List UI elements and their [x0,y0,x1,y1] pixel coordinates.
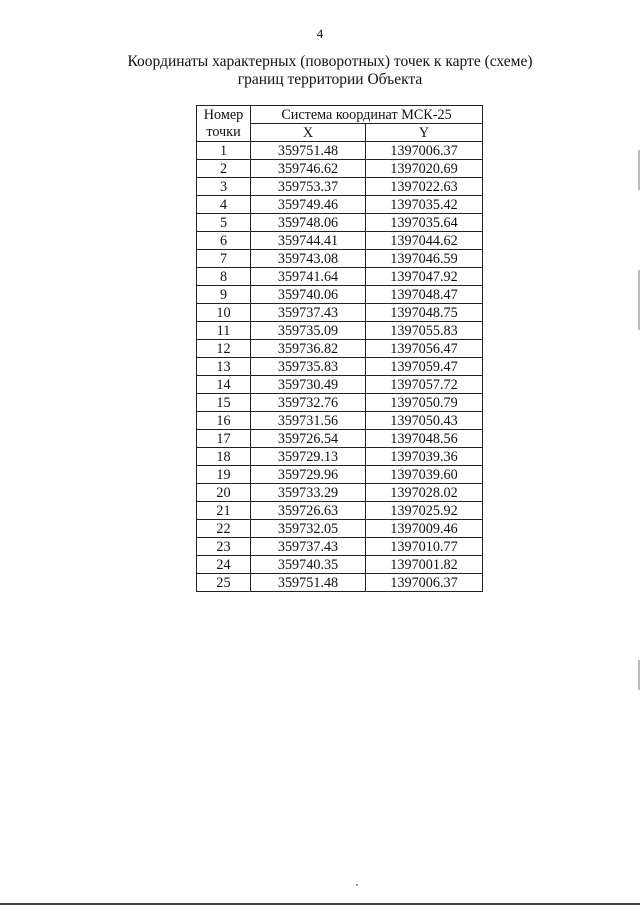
y-coordinate-cell: 1397035.42 [366,196,483,214]
x-coordinate-cell: 359735.09 [251,322,366,340]
table-row [197,304,483,322]
header-x: X [251,124,366,142]
y-coordinate-cell: 1397035.64 [366,214,483,232]
y-coordinate-cell: 1397006.37 [366,142,483,160]
y-coordinate-cell: 1397057.72 [366,376,483,394]
x-coordinate-cell: 359751.48 [251,142,366,160]
x-coordinate-cell: 359749.46 [251,196,366,214]
y-coordinate-cell: 1397022.63 [366,178,483,196]
table-row [197,358,483,376]
point-number-cell: 13 [197,358,251,376]
point-number-cell: 17 [197,430,251,448]
table-row [197,322,483,340]
point-number-cell: 23 [197,538,251,556]
page-number: 4 [316,26,324,41]
point-number-cell: 18 [197,448,251,466]
table-row [197,250,483,268]
table-row [197,268,483,286]
x-coordinate-cell: 359726.54 [251,430,366,448]
point-number-cell: 3 [197,178,251,196]
x-coordinate-cell: 359737.43 [251,304,366,322]
table-row [197,430,483,448]
table-header [197,106,483,142]
x-coordinate-cell: 359740.06 [251,286,366,304]
title-line-2: границ территории Объекта [237,71,423,88]
x-coordinate-cell: 359741.64 [251,268,366,286]
x-coordinate-cell: 359732.05 [251,520,366,538]
table-row [197,232,483,250]
table-row [197,376,483,394]
point-number-cell: 15 [197,394,251,412]
table-row [197,520,483,538]
x-coordinate-cell: 359736.82 [251,340,366,358]
point-number-cell: 9 [197,286,251,304]
x-coordinate-cell: 359748.06 [251,214,366,232]
x-coordinate-cell: 359751.48 [251,574,366,592]
point-number-cell: 10 [197,304,251,322]
y-coordinate-cell: 1397050.43 [366,412,483,430]
x-coordinate-cell: 359726.63 [251,502,366,520]
point-number-cell: 5 [197,214,251,232]
point-number-cell: 14 [197,376,251,394]
table-row [197,214,483,232]
point-number-cell: 24 [197,556,251,574]
x-coordinate-cell: 359753.37 [251,178,366,196]
table-row [197,484,483,502]
header-y: Y [366,124,483,142]
header-number-bottom: точки [197,124,251,142]
y-coordinate-cell: 1397055.83 [366,322,483,340]
x-coordinate-cell: 359731.56 [251,412,366,430]
table-row [197,556,483,574]
scan-speck [356,884,358,886]
y-coordinate-cell: 1397056.47 [366,340,483,358]
coordinates-table [196,105,483,592]
y-coordinate-cell: 1397020.69 [366,160,483,178]
table-row [197,574,483,592]
table-row [197,466,483,484]
y-coordinate-cell: 1397050.79 [366,394,483,412]
y-coordinate-cell: 1397006.37 [366,574,483,592]
point-number-cell: 20 [197,484,251,502]
point-number-cell: 6 [197,232,251,250]
x-coordinate-cell: 359735.83 [251,358,366,376]
point-number-cell: 1 [197,142,251,160]
table-row [197,178,483,196]
point-number-cell: 19 [197,466,251,484]
x-coordinate-cell: 359733.29 [251,484,366,502]
table-row [197,196,483,214]
table-row [197,286,483,304]
point-number-cell: 21 [197,502,251,520]
x-coordinate-cell: 359740.35 [251,556,366,574]
point-number-cell: 22 [197,520,251,538]
x-coordinate-cell: 359729.96 [251,466,366,484]
table-body [197,142,483,592]
y-coordinate-cell: 1397039.60 [366,466,483,484]
table-row [197,142,483,160]
x-coordinate-cell: 359732.76 [251,394,366,412]
y-coordinate-cell: 1397046.59 [366,250,483,268]
header-number-top: Номер [197,106,251,124]
table-row [197,448,483,466]
point-number-cell: 16 [197,412,251,430]
y-coordinate-cell: 1397044.62 [366,232,483,250]
y-coordinate-cell: 1397048.75 [366,304,483,322]
y-coordinate-cell: 1397059.47 [366,358,483,376]
point-number-cell: 11 [197,322,251,340]
point-number-cell: 7 [197,250,251,268]
x-coordinate-cell: 359746.62 [251,160,366,178]
y-coordinate-cell: 1397028.02 [366,484,483,502]
y-coordinate-cell: 1397039.36 [366,448,483,466]
table-row [197,538,483,556]
x-coordinate-cell: 359743.08 [251,250,366,268]
x-coordinate-cell: 359744.41 [251,232,366,250]
point-number-cell: 2 [197,160,251,178]
document-title [110,53,550,89]
point-number-cell: 4 [197,196,251,214]
y-coordinate-cell: 1397047.92 [366,268,483,286]
table-row [197,394,483,412]
point-number-cell: 12 [197,340,251,358]
y-coordinate-cell: 1397001.82 [366,556,483,574]
title-line-1: Координаты характерных (поворотных) точек к карте (схеме) [127,53,533,70]
y-coordinate-cell: 1397009.46 [366,520,483,538]
y-coordinate-cell: 1397025.92 [366,502,483,520]
point-number-cell: 25 [197,574,251,592]
table-row [197,502,483,520]
table-row [197,412,483,430]
x-coordinate-cell: 359729.13 [251,448,366,466]
x-coordinate-cell: 359737.43 [251,538,366,556]
x-coordinate-cell: 359730.49 [251,376,366,394]
y-coordinate-cell: 1397048.47 [366,286,483,304]
y-coordinate-cell: 1397010.77 [366,538,483,556]
table-row [197,340,483,358]
point-number-cell: 8 [197,268,251,286]
header-coordinate-system: Система координат МСК-25 [251,106,483,124]
table-row [197,160,483,178]
y-coordinate-cell: 1397048.56 [366,430,483,448]
